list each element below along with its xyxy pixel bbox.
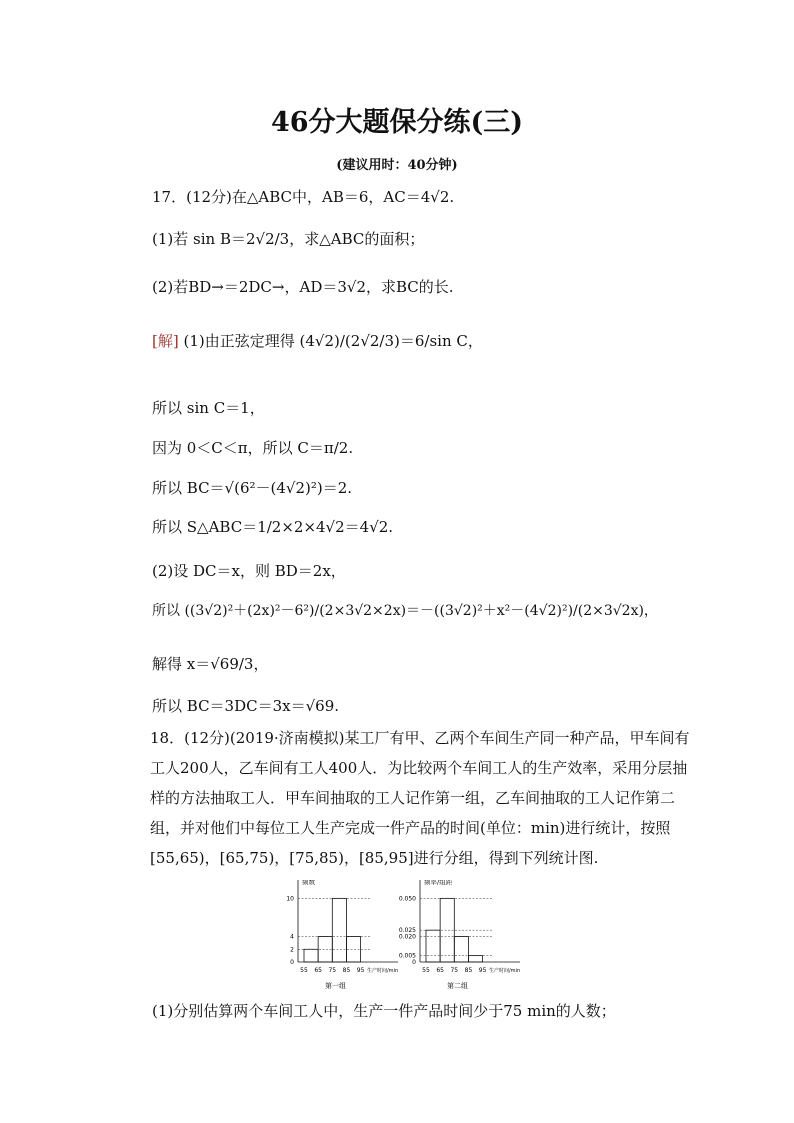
- y-tick-label: 0.020: [398, 933, 416, 941]
- solution-line-2: 所以 sin C＝1，: [152, 399, 265, 417]
- q17-part2: (2)若BD→＝2DC→，AD＝3√2，求BC的长.: [152, 278, 454, 296]
- x-tick-label: 65: [436, 967, 444, 974]
- y-axis-label: 频数: [302, 880, 315, 886]
- q18-charts: [282, 880, 552, 999]
- q18-part1: (1)分别估算两个车间工人中，生产一件产品时间少于75 min的人数；: [152, 1002, 616, 1020]
- x-axis-label: 生产时间/min: [367, 968, 399, 974]
- histogram-bar: [426, 930, 440, 962]
- y-axis-label: 频率/组距: [424, 880, 453, 886]
- x-tick-label: 85: [464, 967, 473, 974]
- y-tick-label: 4: [290, 933, 294, 941]
- y-tick-label: 0.005: [398, 952, 416, 960]
- histogram-bar: [332, 898, 346, 962]
- solution-line-4: 所以 BC＝√(6²－(4√2)²)＝2.: [152, 479, 353, 497]
- solution-line-8: 解得 x＝√69/3，: [152, 655, 269, 673]
- solution-label: [解]: [152, 332, 179, 350]
- page-subtitle: (建议用时：40分钟): [336, 158, 458, 173]
- solution-line-9: 所以 BC＝3DC＝3x＝√69.: [152, 697, 340, 715]
- solution-line-5: 所以 S△ABC＝1/2×2×4√2＝4√2.: [152, 518, 394, 536]
- q17-stem: 17．(12分)在△ABC中，AB＝6，AC＝4√2.: [152, 188, 455, 206]
- x-tick-label: 55: [422, 967, 430, 974]
- q18-stem: 18．(12分)(2019·济南模拟)某工厂有甲、乙两个车间生产同一种产品，甲车间有工人200人，乙车间有工人400人．为比较两个车间工人的生产效率，采用分层抽样的方法抽取工人．甲车间抽取的工人记作第一组，乙车间抽取的工人记作第二组，并对他们中每位工人生产完成一件产品的时间(单位：min)进行统计，按照[55,65)，[65,75)，[75,85)，[85,95]进行分组，得到下列统计图.: [150, 729, 690, 867]
- x-tick-label: 65: [314, 967, 322, 974]
- page-title: 46分大题保分练(三): [270, 107, 524, 138]
- y-tick-label: 0: [412, 959, 416, 966]
- x-axis-label: 生产时间/min: [489, 968, 521, 974]
- solution-line-6: (2)设 DC＝x，则 BD＝2x，: [152, 562, 346, 580]
- solution-line-3: 因为 0＜C＜π，所以 C＝π/2.: [152, 439, 354, 457]
- chart-title: 第二组: [447, 982, 468, 990]
- x-tick-label: 95: [356, 967, 365, 974]
- solution-line-7: 所以 ((3√2)²＋(2x)²－6²)/(2×3√2×2x)＝－((3√2)²＋x²－(4√2)²)/(2×3√2x)，: [152, 603, 658, 619]
- chart-title: 第一组: [325, 982, 346, 990]
- x-tick-label: 55: [300, 967, 308, 974]
- histogram-bar: [304, 949, 318, 962]
- x-tick-label: 95: [478, 967, 487, 974]
- y-tick-label: 2: [290, 946, 294, 954]
- y-tick-label: 0: [290, 959, 294, 966]
- x-tick-label: 75: [450, 967, 459, 974]
- x-tick-label: 75: [328, 967, 337, 974]
- y-tick-label: 0.025: [398, 927, 416, 935]
- x-tick-label: 85: [342, 967, 351, 974]
- histogram-bar: [468, 956, 482, 962]
- solution-text-1: (1)由正弦定理得 (4√2)/(2√2/3)＝6/sin C，: [183, 332, 483, 350]
- q17-part1: (1)若 sin B＝2√2/3，求△ABC的面积；: [152, 230, 425, 248]
- histogram-bar: [454, 937, 468, 962]
- y-tick-label: 10: [286, 895, 294, 903]
- histogram-figure: [282, 880, 552, 995]
- solution-line-1: [152, 330, 483, 351]
- y-tick-label: 0.050: [398, 895, 416, 903]
